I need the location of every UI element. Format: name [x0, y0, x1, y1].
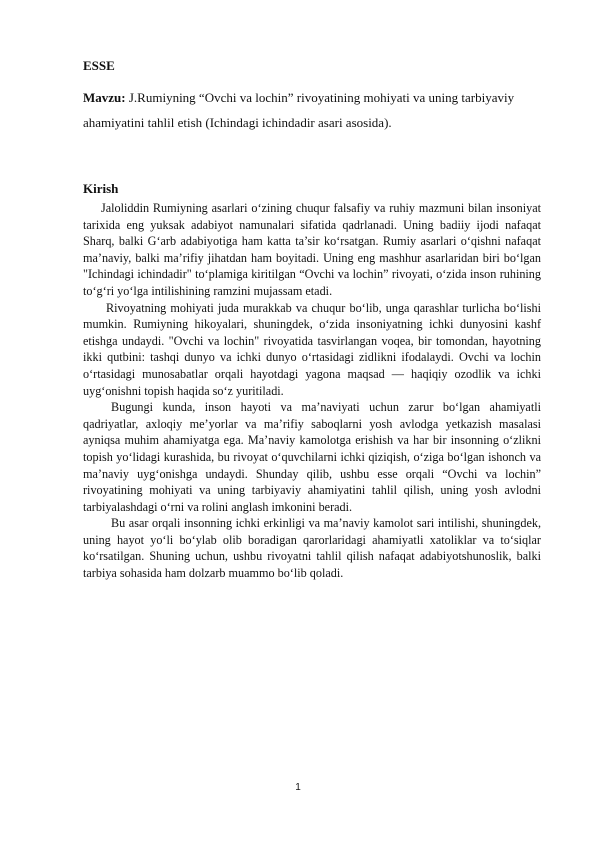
paragraph: Bu asar orqali insonning ichki erkinligi va ma’naviy kamolot sari intilishi, shuningdek, uning hayot yo‘li bo‘ylab olib boradigan qarorlaridagi ahamiyatli xatoliklar va to‘siqlar ko‘rsatilgan. Shuning uchun, ushbu rivoyatni tahlil qilish nafaqat adabiyotshunoslik, balki tarbiya sohasida ham dolzarb muammo bo‘lib qoladi. — [83, 516, 541, 581]
essay-title: ESSE — [83, 58, 115, 73]
topic-line — [83, 85, 541, 135]
topic-label: Mavzu: — [83, 90, 126, 105]
paragraph: Bugungi kunda, inson hayoti va ma’naviyati uchun zarur bo‘lgan ahamiyatli qadriyatlar, axloqiy me’yorlar va ma’rifiy saboqlarni yosh avlodga yetkazish masalasi ayniqsa muhim ahamiyatga ega. Ma’naviy kamolotga erishish va har bir insonning o‘zlikni topish yo‘lidagi kurashida, bu rivoyat o‘quvchilarni ichki qiziqish, o‘ziga bo‘lgan ishonch va ma’naviy uyg‘onishga undaydi. Shunday qilib, ushbu esse orqali “Ovchi va lochin” rivoyatining mohiyati va uning tarbiyaviy ahamiyatini tahlil qilish, uning yosh avlodni tarbiyalashdagi o‘rni va rolini anglash imkonini beradi. — [83, 400, 541, 514]
paragraph: Jaloliddin Rumiyning asarlari o‘zining chuqur falsafiy va ruhiy mazmuni bilan insoniyat tarixida eng yuksak adabiyot namunalari sifatida qadrlanadi. Uning badiiy ijodi nafaqat Sharq, balki G‘arb adabiyotiga ham katta ta’sir ko‘rsatgan. Rumiy asarlari o‘qishni nafaqat ma’naviy, balki ma’rifiy jihatdan ham boyitadi. Uning eng mashhur asarlaridan biri bo‘lgan "Ichindagi ichindadir" to‘plamiga kiritilgan “Ovchi va lochin” rivoyati, o‘zida inson ruhining to‘g‘ri yo‘lga intilishining ramzini mujassam etadi. — [83, 201, 541, 298]
page-number: 1 — [295, 782, 301, 793]
section-heading-introduction: Kirish — [83, 181, 119, 196]
paragraph: Rivoyatning mohiyati juda murakkab va chuqur bo‘lib, unga qarashlar turlicha bo‘lishi mumkin. Rumiyning hikoyalari, shuningdek, o‘zida insoniyatning ichki dunyosini kashf etishga undaydi. "Ovchi va lochin" rivoyatida tasvirlangan voqea, bir tomondan, hayotning ikki qutbini: tashqi dunyo va ichki dunyo o‘rtasidagi zidlikni ifodalaydi. Ovchi va lochin o‘rtasidagi munosabatlar orqali hayotdagi yagona maqsad — haqiqiy ozodlik va ichki uyg‘onishni topish haqida so‘z yuritiladi. — [83, 300, 541, 398]
page-content — [83, 58, 541, 582]
topic-text: J.Rumiyning “Ovchi va lochin” rivoyatining mohiyati va uning tarbiyaviy ahamiyatini tahlil etish (Ichindagi ichindadir asari asosida). — [83, 90, 515, 130]
